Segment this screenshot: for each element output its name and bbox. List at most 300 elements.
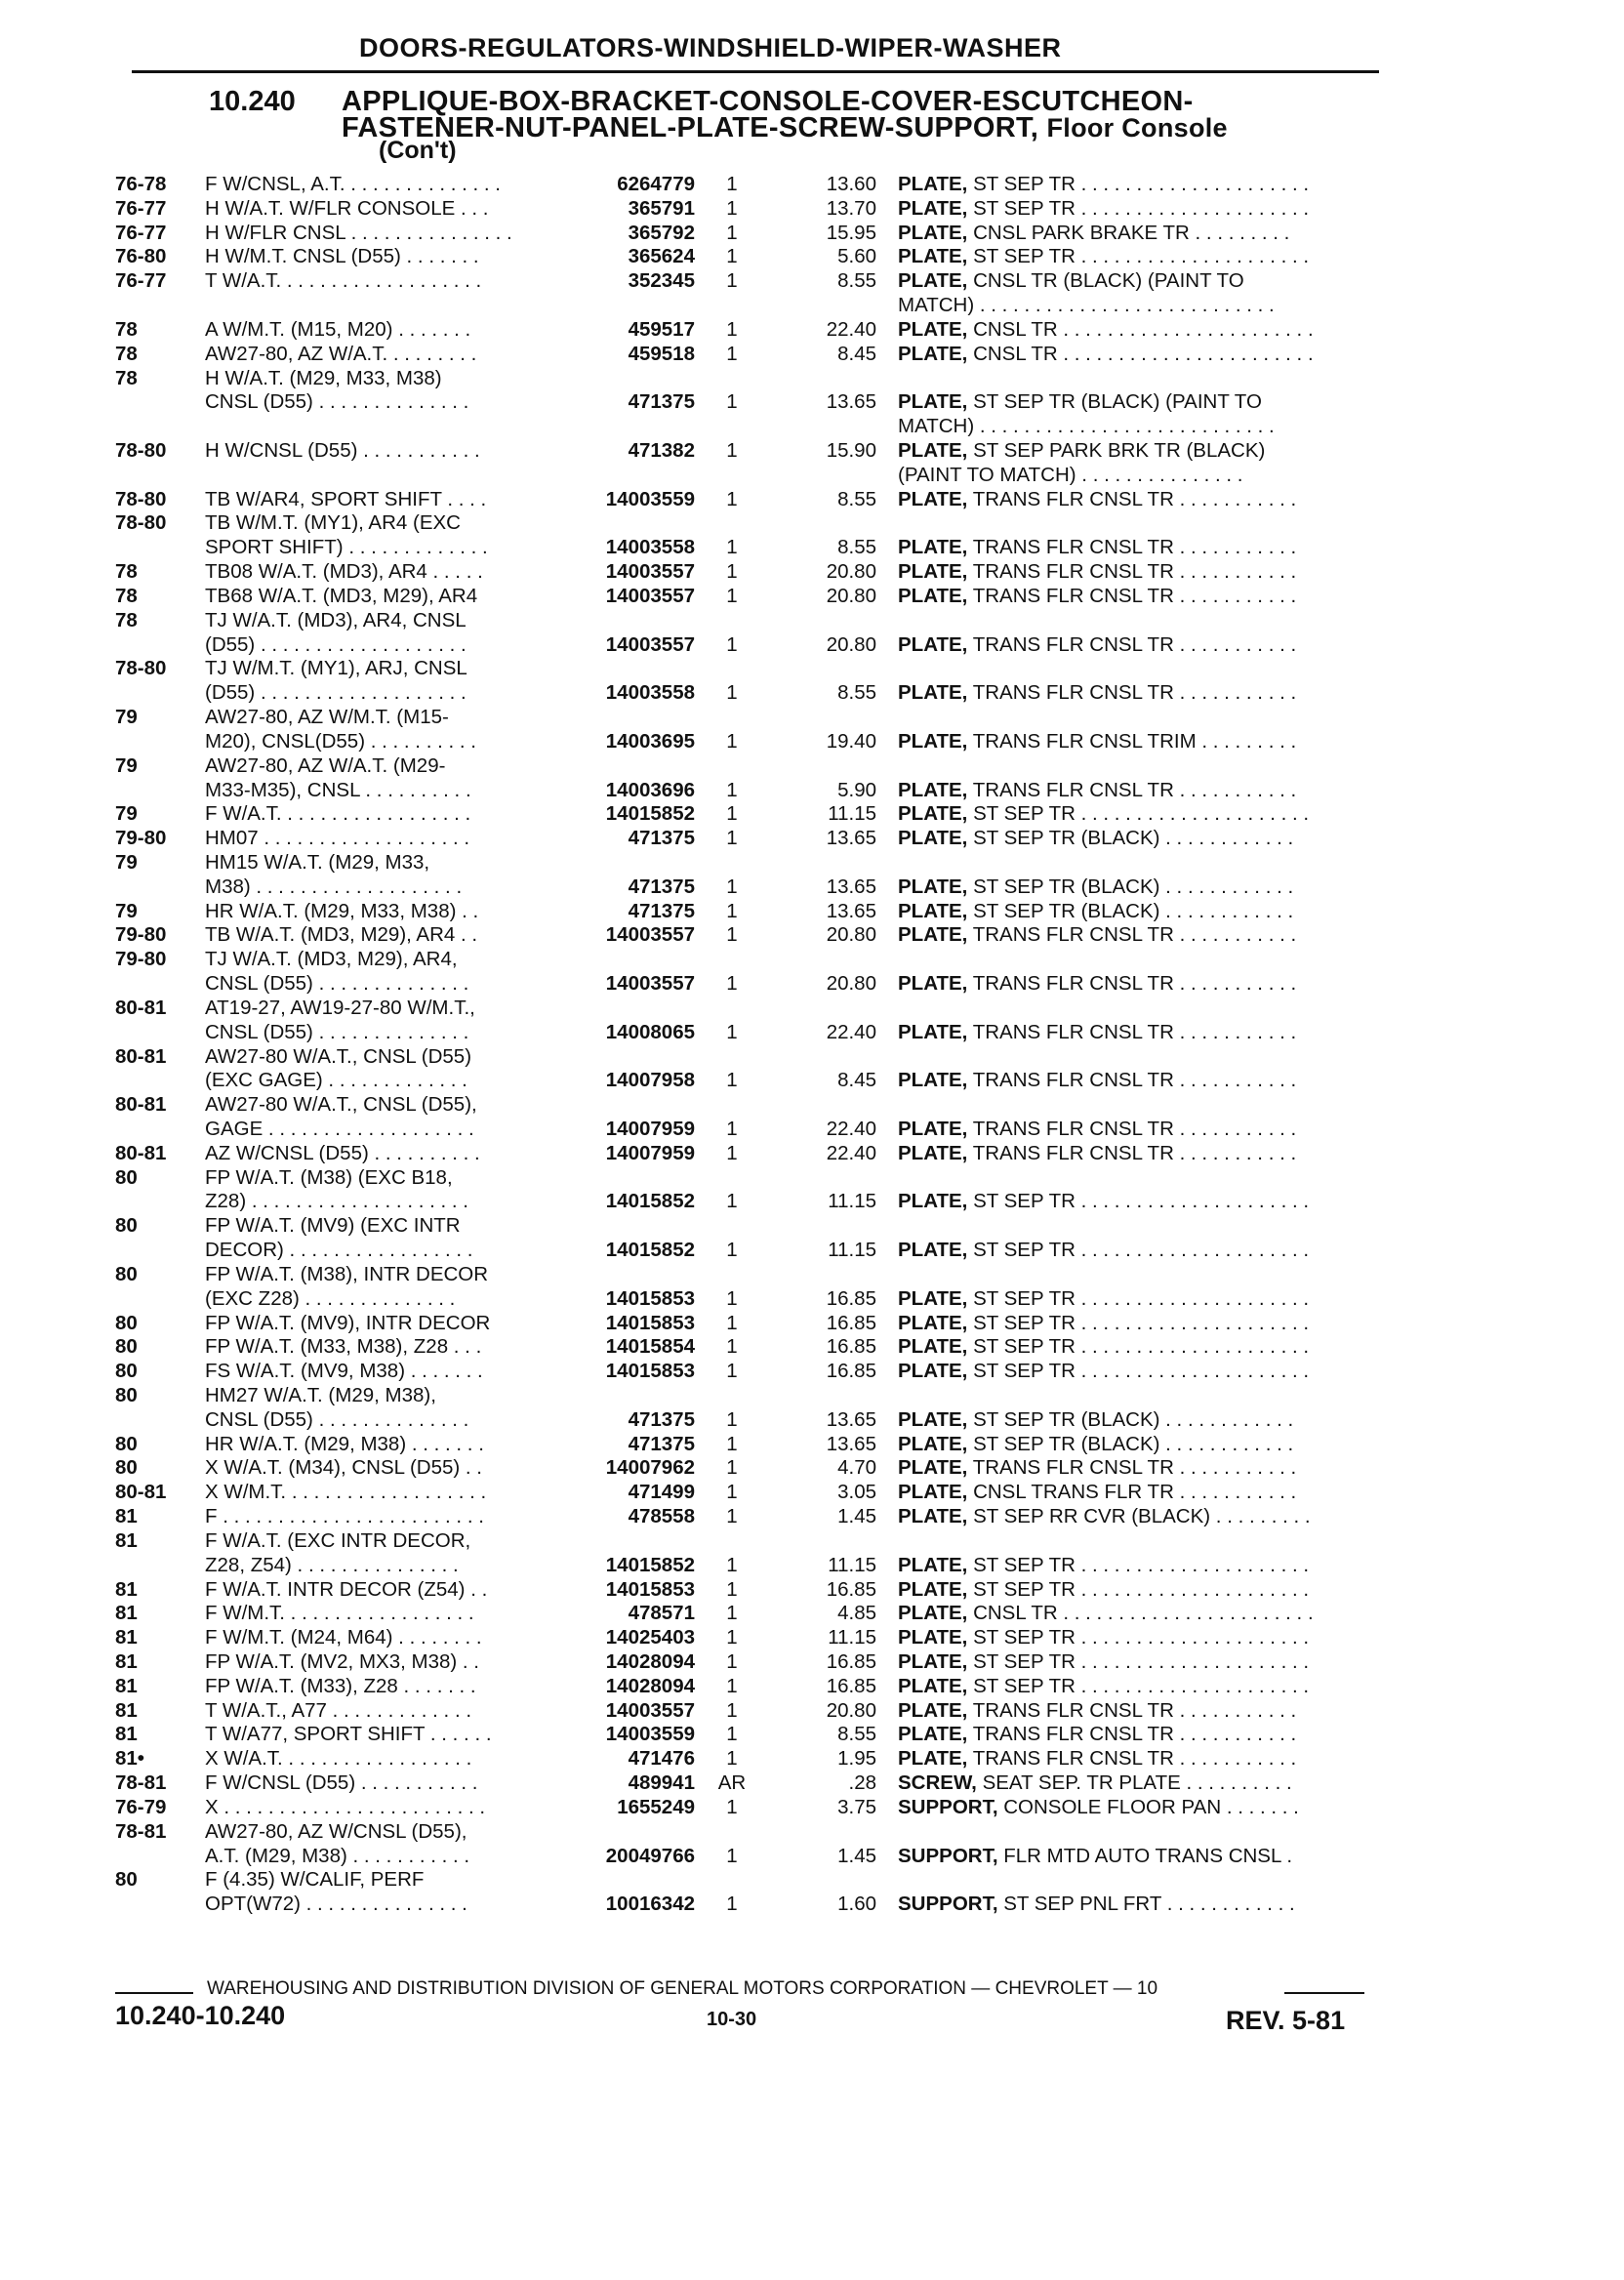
footer-page-number: 10-30 [707,2009,757,2030]
quantity-cell: 1 [726,633,738,656]
application-cell: H W/A.T. W/FLR CONSOLE . . . [205,197,489,220]
year-cell: 80 [115,1335,138,1358]
quantity-cell: 1 [726,1360,738,1382]
table-row [0,294,1624,318]
part-number-cell: 10016342 [605,1893,695,1915]
application-cell: FP W/A.T. (M38), INTR DECOR [205,1263,489,1285]
price-cell: 19.40 [826,730,876,753]
application-cell: M38) . . . . . . . . . . . . . . . . . . . [205,875,463,898]
price-cell: 8.45 [837,1069,876,1091]
description-text: ST SEP TR . . . . . . . . . . . . . . . . . . . . . [973,1578,1310,1601]
part-number-cell: 471382 [628,439,695,462]
description-keyword: PLATE, [898,222,968,244]
year-cell: 81 [115,1650,138,1673]
description-text: CNSL TR . . . . . . . . . . . . . . . . . . . . . . . [973,1602,1314,1624]
year-cell: 81 [115,1675,138,1697]
quantity-cell: 1 [726,1021,738,1043]
description-keyword: PLATE, [898,1650,968,1673]
year-cell: 78-80 [115,488,167,510]
description-cell [898,488,1386,511]
description-text: TRANS FLR CNSL TR . . . . . . . . . . . [972,488,1297,510]
year-cell: 81 [115,1699,138,1722]
part-number-cell: 14015853 [605,1287,695,1310]
year-cell: 76-79 [115,1796,167,1818]
description-text: MATCH) . . . . . . . . . . . . . . . . . . . . . . . . . . . [898,294,1275,316]
table-row [0,827,1624,851]
description-text: TRANS FLR CNSL TR . . . . . . . . . . . [972,1142,1297,1164]
price-cell: 20.80 [826,585,876,607]
application-cell: H W/FLR CNSL . . . . . . . . . . . . . . . [205,222,512,244]
application-cell: TJ W/A.T. (MD3, M29), AR4, [205,948,458,970]
table-row [0,1481,1624,1505]
year-cell: 79-80 [115,923,167,946]
description-cell [898,439,1386,463]
year-cell: 81• [115,1747,144,1770]
table-row [0,585,1624,609]
description-text: ST SEP PNL FRT . . . . . . . . . . . . [1003,1893,1295,1915]
part-number-cell: 471375 [628,1408,695,1431]
description-cell [898,415,1386,438]
year-cell: 80 [115,1456,138,1479]
table-row [0,851,1624,875]
description-keyword: PLATE, [898,1456,968,1479]
part-number-cell: 365791 [628,197,695,220]
application-cell: CNSL (D55) . . . . . . . . . . . . . . [205,390,469,413]
year-cell: 79-80 [115,827,167,849]
application-cell: FP W/A.T. (MV9), INTR DECOR [205,1312,491,1334]
year-cell: 81 [115,1529,138,1552]
description-text: TRANS FLR CNSL TR . . . . . . . . . . . [972,1723,1297,1745]
part-number-cell: 14003559 [605,1723,695,1745]
description-text: SEAT SEP. TR PLATE . . . . . . . . . . [982,1771,1292,1794]
description-text: CNSL TRANS FLR TR . . . . . . . . . . . [973,1481,1297,1503]
description-text: ST SEP TR . . . . . . . . . . . . . . . . . . . . . [973,197,1310,220]
year-cell: 80 [115,1433,138,1455]
price-cell: 22.40 [826,1142,876,1164]
year-cell: 80-81 [115,997,167,1019]
description-text: TRANS FLR CNSL TRIM . . . . . . . . . [972,730,1297,753]
part-number-cell: 14003558 [605,681,695,704]
part-number-cell: 14003557 [605,633,695,656]
table-row [0,1771,1624,1796]
year-cell: 81 [115,1626,138,1649]
quantity-cell: 1 [726,318,738,341]
price-cell: 13.65 [826,1433,876,1455]
description-cell [898,1771,1386,1795]
quantity-cell: 1 [726,585,738,607]
application-cell: CNSL (D55) . . . . . . . . . . . . . . [205,972,469,995]
table-row [0,269,1624,294]
application-cell: AW27-80, AZ W/A.T. (M29- [205,754,446,777]
description-cell [898,1505,1386,1528]
part-number-cell: 14015852 [605,802,695,825]
description-keyword: PLATE, [898,1069,968,1091]
description-text: ST SEP TR . . . . . . . . . . . . . . . . . . . . . [973,1675,1310,1697]
description-cell [898,1360,1386,1383]
table-row [0,1845,1624,1869]
section-title-line2-sub: Floor Console [1046,113,1228,142]
description-keyword: PLATE, [898,1190,968,1212]
description-cell [898,222,1386,245]
part-number-cell: 14015853 [605,1578,695,1601]
application-cell: HM27 W/A.T. (M29, M38), [205,1384,436,1406]
part-number-cell: 365792 [628,222,695,244]
part-number-cell: 14003559 [605,488,695,510]
table-row [0,318,1624,343]
price-cell: 13.65 [826,1408,876,1431]
description-cell [898,827,1386,850]
section-title-line1: APPLIQUE-BOX-BRACKET-CONSOLE-COVER-ESCUTCHEON- [342,86,1194,117]
table-row [0,464,1624,488]
description-cell [898,1287,1386,1311]
part-number-cell: 14015854 [605,1335,695,1358]
description-text: TRANS FLR CNSL TR . . . . . . . . . . . [972,1118,1297,1140]
table-row [0,390,1624,415]
description-keyword: PLATE, [898,536,968,558]
description-cell [898,464,1386,487]
application-cell: CNSL (D55) . . . . . . . . . . . . . . [205,1408,469,1431]
part-number-cell: 14003557 [605,560,695,583]
description-text: TRANS FLR CNSL TR . . . . . . . . . . . [972,681,1297,704]
quantity-cell: 1 [726,1118,738,1140]
application-cell: H W/CNSL (D55) . . . . . . . . . . . [205,439,480,462]
description-text: TRANS FLR CNSL TR . . . . . . . . . . . [972,1069,1297,1091]
description-cell [898,779,1386,802]
part-number-cell: 14025403 [605,1626,695,1649]
table-row [0,900,1624,924]
description-keyword: PLATE, [898,1433,968,1455]
quantity-cell: 1 [726,1481,738,1503]
application-cell: FP W/A.T. (MV2, MX3, M38) . . [205,1650,479,1673]
description-keyword: PLATE, [898,1335,968,1358]
description-cell [898,245,1386,268]
description-keyword: SCREW, [898,1771,977,1794]
application-cell: TB W/AR4, SPORT SHIFT . . . . [205,488,487,510]
description-keyword: PLATE, [898,779,968,801]
year-cell: 80 [115,1868,138,1891]
price-cell: 20.80 [826,560,876,583]
part-number-cell: 14015852 [605,1190,695,1212]
description-text: ST SEP TR (BLACK) . . . . . . . . . . . . [973,1433,1294,1455]
quantity-cell: 1 [726,779,738,801]
quantity-cell: 1 [726,1626,738,1649]
year-cell: 81 [115,1602,138,1624]
table-row [0,754,1624,779]
quantity-cell: 1 [726,1190,738,1212]
quantity-cell: 1 [726,1699,738,1722]
year-cell: 79 [115,706,138,728]
table-row [0,1214,1624,1239]
application-cell: FP W/A.T. (MV9) (EXC INTR [205,1214,461,1237]
description-keyword: PLATE, [898,173,968,195]
application-cell: H W/A.T. (M29, M33, M38) [205,367,442,389]
price-cell: 11.15 [828,802,876,825]
year-cell: 81 [115,1723,138,1745]
application-cell: CNSL (D55) . . . . . . . . . . . . . . [205,1021,469,1043]
description-text: ST SEP RR CVR (BLACK) . . . . . . . . . [973,1505,1311,1527]
description-text: ST SEP TR . . . . . . . . . . . . . . . . . . . . . [973,1650,1310,1673]
table-row [0,1239,1624,1263]
quantity-cell: 1 [726,827,738,849]
description-cell [898,1142,1386,1165]
description-cell [898,1190,1386,1213]
description-keyword: PLATE, [898,730,968,753]
price-cell: 15.90 [826,439,876,462]
year-cell: 78-80 [115,511,167,534]
price-cell: 13.60 [826,173,876,195]
part-number-cell: 14007959 [605,1118,695,1140]
description-text: CNSL TR (BLACK) (PAINT TO [973,269,1244,292]
price-cell: 22.40 [826,318,876,341]
price-cell: .28 [848,1771,876,1794]
quantity-cell: 1 [726,1142,738,1164]
description-keyword: PLATE, [898,1723,968,1745]
application-cell: M20), CNSL(D55) . . . . . . . . . . [205,730,476,753]
quantity-cell: 1 [726,1456,738,1479]
quantity-cell: 1 [726,972,738,995]
quantity-cell: 1 [726,536,738,558]
description-cell [898,294,1386,317]
application-cell: (EXC Z28) . . . . . . . . . . . . . . [205,1287,456,1310]
table-row [0,1021,1624,1045]
description-cell [898,681,1386,705]
quantity-cell: 1 [726,900,738,922]
price-cell: 13.70 [826,197,876,220]
part-number-cell: 14007958 [605,1069,695,1091]
year-cell: 79 [115,900,138,922]
application-cell: AT19-27, AW19-27-80 W/M.T., [205,997,475,1019]
table-row [0,730,1624,754]
quantity-cell: 1 [726,1312,738,1334]
description-cell [898,1845,1386,1868]
description-cell [898,269,1386,293]
price-cell: 13.65 [826,875,876,898]
description-text: TRANS FLR CNSL TR . . . . . . . . . . . [972,1699,1297,1722]
section-title-continued: (Con't) [379,137,457,164]
description-cell [898,900,1386,923]
quantity-cell: 1 [726,802,738,825]
table-row [0,1505,1624,1529]
year-cell: 78-80 [115,439,167,462]
description-keyword: PLATE, [898,560,968,583]
application-cell: A W/M.T. (M15, M20) . . . . . . . [205,318,471,341]
part-number-cell: 459518 [628,343,695,365]
part-number-cell: 14003695 [605,730,695,753]
application-cell: T W/A77, SPORT SHIFT . . . . . . [205,1723,492,1745]
quantity-cell: 1 [726,923,738,946]
table-row [0,367,1624,391]
description-keyword: PLATE, [898,1287,968,1310]
price-cell: 16.85 [826,1287,876,1310]
part-number-cell: 6264779 [617,173,695,195]
price-cell: 15.95 [826,222,876,244]
table-row [0,1384,1624,1408]
description-text: ST SEP TR . . . . . . . . . . . . . . . . . . . . . [973,1360,1310,1382]
table-row [0,1433,1624,1457]
table-row [0,1529,1624,1554]
year-cell: 76-77 [115,197,167,220]
description-text: TRANS FLR CNSL TR . . . . . . . . . . . [972,923,1297,946]
table-row [0,1675,1624,1699]
description-text: (PAINT TO MATCH) . . . . . . . . . . . . . . . [898,464,1243,486]
quantity-cell: 1 [726,1845,738,1867]
part-number-cell: 471375 [628,875,695,898]
quantity-cell: 1 [726,681,738,704]
year-cell: 78-81 [115,1820,167,1843]
part-number-cell: 14015853 [605,1360,695,1382]
footer-rule-right [1284,1992,1364,1994]
part-number-cell: 14003557 [605,585,695,607]
quantity-cell: 1 [726,560,738,583]
table-row [0,560,1624,585]
description-keyword: PLATE, [898,585,968,607]
year-cell: 79 [115,802,138,825]
description-keyword: PLATE, [898,827,968,849]
table-row [0,948,1624,972]
year-cell: 79 [115,851,138,874]
table-row [0,681,1624,706]
table-row [0,1820,1624,1845]
application-cell: T W/A.T., A77 . . . . . . . . . . . . . [205,1699,472,1722]
description-cell [898,560,1386,584]
application-cell: AW27-80 W/A.T., CNSL (D55), [205,1093,477,1116]
section-title-line2-main: FASTENER-NUT-PANEL-PLATE-SCREW-SUPPORT, [342,112,1039,143]
description-keyword: PLATE, [898,488,968,510]
description-keyword: PLATE, [898,802,968,825]
application-cell: AW27-80 W/A.T., CNSL (D55) [205,1045,472,1068]
description-cell [898,1626,1386,1649]
application-cell: F W/CNSL (D55) . . . . . . . . . . . [205,1771,478,1794]
part-number-cell: 478558 [628,1505,695,1527]
quantity-cell: 1 [726,173,738,195]
table-row [0,197,1624,222]
application-cell: X . . . . . . . . . . . . . . . . . . . . . . . . [205,1796,486,1818]
description-cell [898,1118,1386,1141]
table-row [0,536,1624,560]
application-cell: Z28, Z54) . . . . . . . . . . . . . . . [205,1554,459,1576]
year-cell: 80 [115,1166,138,1189]
year-cell: 79 [115,754,138,777]
description-text: ST SEP TR . . . . . . . . . . . . . . . . . . . . . [973,1287,1310,1310]
application-cell: X W/M.T. . . . . . . . . . . . . . . . . . . [205,1481,487,1503]
part-number-cell: 14015852 [605,1554,695,1576]
year-cell: 80-81 [115,1045,167,1068]
application-cell: F W/CNSL, A.T. . . . . . . . . . . . . . . [205,173,501,195]
description-cell [898,585,1386,608]
description-text: ST SEP TR . . . . . . . . . . . . . . . . . . . . . [973,245,1310,267]
description-text: TRANS FLR CNSL TR . . . . . . . . . . . [972,585,1297,607]
table-row [0,343,1624,367]
part-number-cell: 471375 [628,390,695,413]
description-keyword: PLATE, [898,1626,968,1649]
description-keyword: PLATE, [898,1505,968,1527]
year-cell: 78-80 [115,657,167,679]
table-row [0,1893,1624,1917]
application-cell: F . . . . . . . . . . . . . . . . . . . . . . . . [205,1505,484,1527]
footer-rule-left [115,1992,193,1994]
part-number-cell: 14008065 [605,1021,695,1043]
description-cell [898,1747,1386,1771]
description-keyword: PLATE, [898,1360,968,1382]
description-text: MATCH) . . . . . . . . . . . . . . . . . . . . . . . . . . . [898,415,1275,437]
application-cell: AW27-80, AZ W/A.T. . . . . . . . . [205,343,477,365]
application-cell: HM15 W/A.T. (M29, M33, [205,851,430,874]
table-row [0,1360,1624,1384]
footer-revision: REV. 5-81 [1226,2006,1346,2035]
part-number-cell: 14003696 [605,779,695,801]
description-text: ST SEP TR (BLACK) . . . . . . . . . . . . [973,900,1294,922]
description-keyword: PLATE, [898,1239,968,1261]
application-cell: DECOR) . . . . . . . . . . . . . . . . . [205,1239,473,1261]
quantity-cell: 1 [726,222,738,244]
quantity-cell: 1 [726,1675,738,1697]
description-cell [898,1602,1386,1625]
year-cell: 76-80 [115,245,167,267]
description-text: CNSL TR . . . . . . . . . . . . . . . . . . . . . . . [973,318,1314,341]
quantity-cell: 1 [726,269,738,292]
quantity-cell: 1 [726,1408,738,1431]
quantity-cell: 1 [726,1796,738,1818]
year-cell: 78-81 [115,1771,167,1794]
price-cell: 16.85 [826,1650,876,1673]
description-keyword: PLATE, [898,245,968,267]
application-cell: HM07 . . . . . . . . . . . . . . . . . . . [205,827,470,849]
part-number-cell: 14028094 [605,1675,695,1697]
part-number-cell: 14007959 [605,1142,695,1164]
price-cell: 3.05 [837,1481,876,1503]
description-keyword: PLATE, [898,343,968,365]
quantity-cell: 1 [726,1335,738,1358]
table-row [0,1069,1624,1093]
table-row [0,1335,1624,1360]
table-row [0,657,1624,681]
application-cell: AW27-80, AZ W/CNSL (D55), [205,1820,467,1843]
quantity-cell: 1 [726,1650,738,1673]
description-keyword: PLATE, [898,972,968,995]
table-row [0,1312,1624,1336]
description-text: ST SEP TR (BLACK) . . . . . . . . . . . . [973,827,1294,849]
description-text: ST SEP TR . . . . . . . . . . . . . . . . . . . . . [973,802,1310,825]
table-row [0,1118,1624,1142]
description-keyword: PLATE, [898,1602,968,1624]
price-cell: 11.15 [828,1190,876,1212]
description-text: ST SEP TR . . . . . . . . . . . . . . . . . . . . . [973,173,1310,195]
description-keyword: PLATE, [898,197,968,220]
section-title-line2 [342,112,1228,144]
table-row [0,802,1624,827]
description-text: ST SEP PARK BRK TR (BLACK) [973,439,1266,462]
application-cell: F (4.35) W/CALIF, PERF [205,1868,425,1891]
table-row [0,1626,1624,1650]
quantity-cell: 1 [726,197,738,220]
quantity-cell: 1 [726,1747,738,1770]
application-cell: F W/A.T. INTR DECOR (Z54) . . [205,1578,488,1601]
quantity-cell: 1 [726,1578,738,1601]
description-cell [898,536,1386,559]
table-row [0,875,1624,900]
price-cell: 20.80 [826,923,876,946]
application-cell: GAGE . . . . . . . . . . . . . . . . . . . [205,1118,474,1140]
application-cell: F W/M.T. (M24, M64) . . . . . . . . [205,1626,482,1649]
description-text: ST SEP TR . . . . . . . . . . . . . . . . . . . . . [973,1335,1310,1358]
description-cell [898,1069,1386,1092]
description-keyword: PLATE, [898,1118,968,1140]
quantity-cell: 1 [726,439,738,462]
application-cell: X W/A.T. . . . . . . . . . . . . . . . . . [205,1747,472,1770]
description-keyword: PLATE, [898,1747,968,1770]
quantity-cell: 1 [726,1893,738,1915]
price-cell: 8.55 [837,681,876,704]
